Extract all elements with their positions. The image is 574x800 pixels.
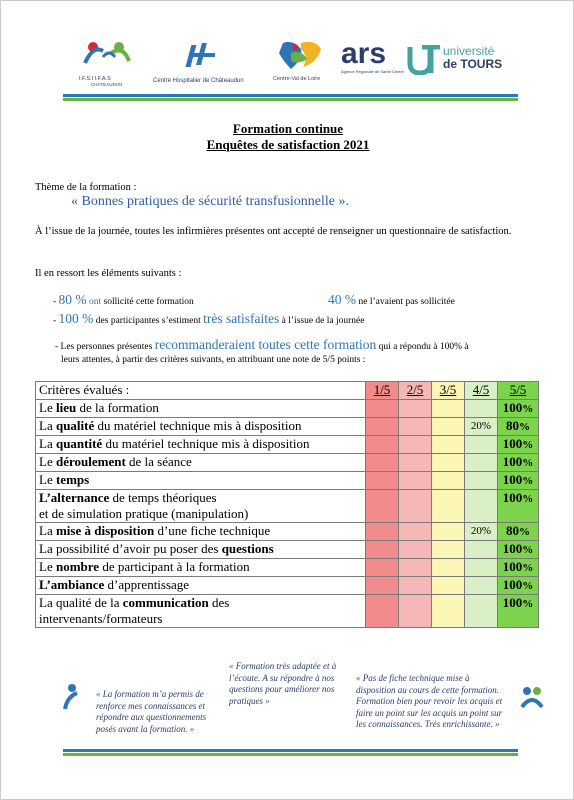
criterion-cell: La quantité du matériel technique mis à disposition [36,436,366,454]
criterion-cell: Le nombre de participant à la formation [36,559,366,577]
table-row: La possibilité d’avoir pu poser des questions 100% [36,541,539,559]
table-row: Le lieu de la formation 100% [36,400,539,418]
stat-satisfied-pct: 100 % [58,311,94,326]
header-criteria: Critères évalués : [36,382,366,400]
region-logo [273,39,333,82]
hospital-emblem-icon [153,39,253,71]
table-row: L’alternance de temps théoriques et de simulation pratique (manipulation) 100% [36,490,539,523]
criterion-cell: L’alternance de temps théoriques et de simulation pratique (manipulation) [36,490,366,523]
header-divider [63,94,518,101]
ars-logo-subtext: Agence Régionale de Santé Centre [341,69,404,74]
header-score-5: 5/5 [498,382,539,400]
ifsi-logo-text: I.F.S.I I.F.A.S [79,76,111,82]
criterion-cell: La mise à disposition d’une fiche technique [36,523,366,541]
footer-divider [63,749,518,756]
theme-label: Thème de la formation : [35,182,137,193]
university-logo-line2: de TOURS [443,57,503,71]
criterion-cell: La qualité du matériel technique mis à disposition [36,418,366,436]
criterion-cell: Le temps [36,472,366,490]
table-row: Le nombre de participant à la formation 100% [36,559,539,577]
criterion-cell: La possibilité d’avoir pu poser des questions [36,541,366,559]
recommend-paragraph: - Les personnes présentes recommanderaient toutes cette formation qui a répondu à 100% à leurs attentes, à partir des critères suivants, en attribuant une note de 5/5 points : [55,337,469,365]
header-score-3: 3/5 [432,382,465,400]
table-row: La quantité du matériel technique mis à disposition 100% [36,436,539,454]
table-row: L’ambiance d’apprentissage 100% [36,577,539,595]
table-row: La qualité du matériel technique mis à disposition 20% 80% [36,418,539,436]
region-logo-text: Centre-Val de Loire [273,76,321,82]
criteria-table [35,381,539,628]
stat-line-3: - 100 % des participantes s’estiment très satisfaites à l’issue de la journée [53,311,365,326]
table-header-row [36,382,539,400]
hospital-logo-text: Centre Hospitalier de Châteaudun [153,78,244,84]
table-row: La mise à disposition d’une fiche technique 20% 80% [36,523,539,541]
testimonial-3: « Pas de fiche technique mise à disposition au cours de cette formation. Formation bien pour revoir les acquis et faire un point sur les acquis un point sur les connaissances. Très enrichissante. » [356,673,503,729]
header-score-1: 1/5 [366,382,399,400]
testimonial-2: « Formation très adaptée et à l’écoute. A su répondre à nos questions pour améliorer nos pratiques » [229,661,337,706]
person-right-icon [519,685,545,711]
criterion-cell: La qualité de la communication des intervenants/formateurs [36,595,366,628]
ifsi-emblem-icon [79,39,139,77]
ars-logo-text: ars [341,37,387,70]
table-row: Le déroulement de la séance 100% [36,454,539,472]
hospital-logo [153,39,253,84]
ifsi-logo-subtext: CHÂTEAUDUN [91,82,123,87]
stat-not-solicited-pct: 40 % [328,292,357,307]
table-row: Le temps 100% [36,472,539,490]
criterion-cell: L’ambiance d’apprentissage [36,577,366,595]
stat-line-1: - 80 % ont sollicité cette formation [53,292,194,307]
person-left-icon [61,683,81,711]
theme-value: « Bonnes pratiques de sécurité transfusionnelle ». [71,194,349,209]
criterion-cell: Le lieu de la formation [36,400,366,418]
header-score-2: 2/5 [399,382,432,400]
intro-paragraph: À l’issue de la journée, toutes les infirmières présentes ont accepté de renseigner un questionnaire de satisfaction. [35,226,512,237]
title-line-2: Enquêtes de satisfaction 2021 [206,137,370,152]
criterion-cell: Le déroulement de la séance [36,454,366,472]
stat-solicited-pct: 80 % [58,292,87,307]
stat-line-2: 40 % ne l’avaient pas sollicitée [328,292,455,307]
university-logo-line1: université [443,44,495,58]
ifsi-logo [79,39,139,87]
region-emblem-icon [273,39,329,73]
header-score-4: 4/5 [465,382,498,400]
document-title [1,121,574,153]
logo-strip [71,39,521,91]
ressort-text: Il en ressort les éléments suivants : [35,268,182,279]
testimonial-1: « La formation m’a permis de renforce mes connaissances et répondre aux questionnements posés avant la formation. » [96,689,207,734]
ars-logo [341,37,404,74]
university-emblem-icon [407,45,441,75]
title-line-1: Formation continue [232,121,344,136]
table-row: La qualité de la communication des intervenants/formateurs 100% [36,595,539,628]
